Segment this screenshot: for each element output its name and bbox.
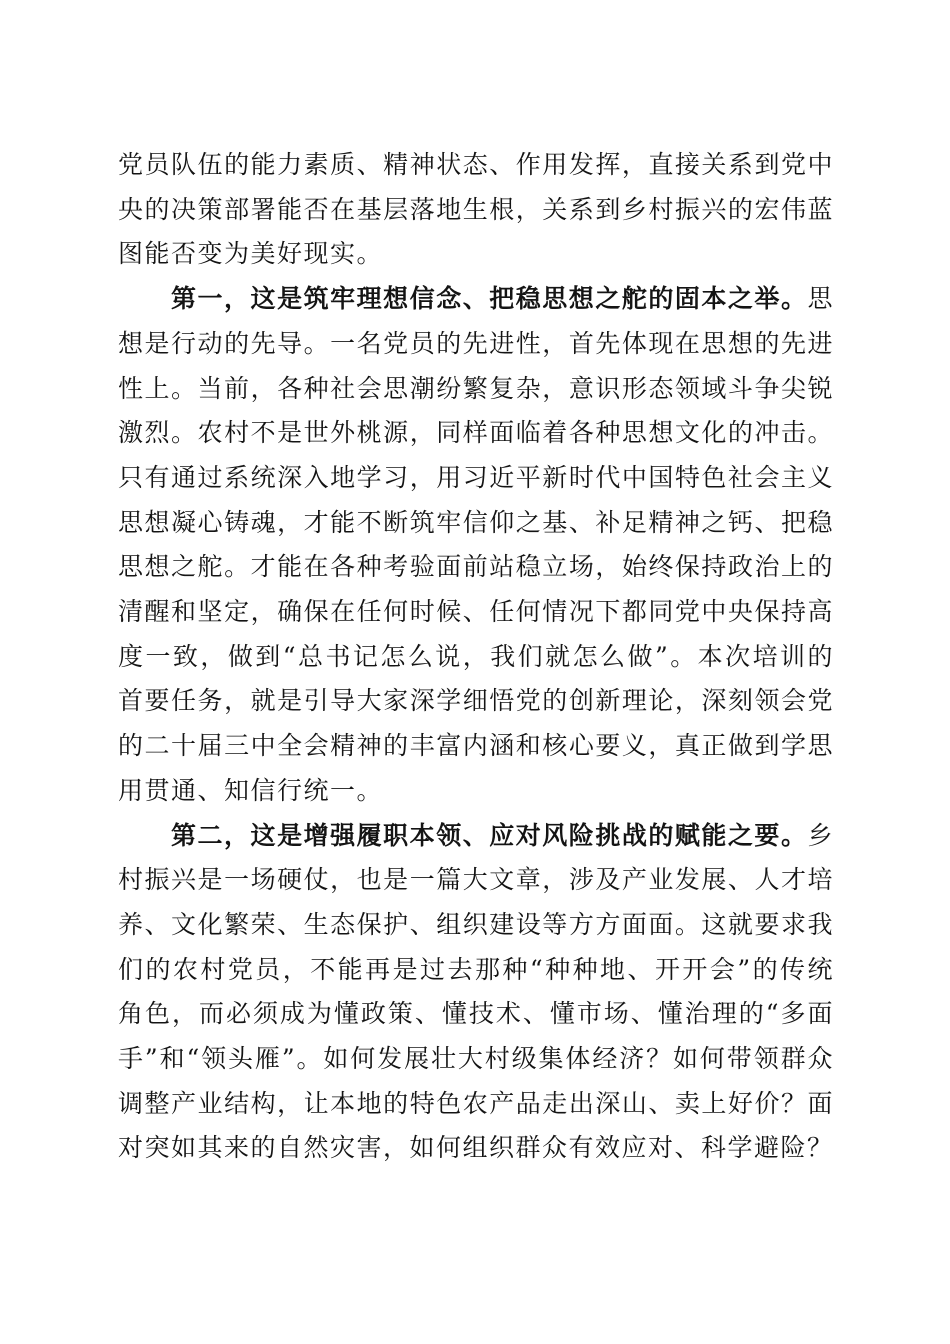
paragraph-intro — [118, 143, 834, 277]
paragraph-second-point — [118, 814, 834, 1172]
paragraph-text: 党员队伍的能力素质、精神状态、作用发挥，直接关系到党中央的决策部署能否在基层落地生根，关系到乡村振兴的宏伟蓝图能否变为美好现实。 — [118, 150, 834, 269]
paragraph-heading: 第一，这是筑牢理想信念、把稳思想之舵的固本之举。 — [171, 284, 808, 314]
document-body — [118, 143, 834, 1171]
paragraph-text: 乡村振兴是一场硬仗，也是一篇大文章，涉及产业发展、人才培养、文化繁荣、生态保护、组织建设等方方面面。这就要求我们的农村党员，不能再是过去那种“种种地、开开会”的传统角色，而必须成为懂政策、懂技术、懂市场、懂治理的“多面手”和“领头雁”。如何发展壮大村级集体经济？如何带领群众调整产业结构，让本地的特色农产品走出深山、卖上好价？面对突如其来的自然灾害，如何组织群众有效应对、科学避险？ — [118, 820, 834, 1163]
paragraph-text: 思想是行动的先导。一名党员的先进性，首先体现在思想的先进性上。当前，各种社会思潮纷繁复杂，意识形态领域斗争尖锐激烈。农村不是世外桃源，同样面临着各种思想文化的冲击。只有通过系统深入地学习，用习近平新时代中国特色社会主义思想凝心铸魂，才能不断筑牢信仰之基、补足精神之钙、把稳思想之舵。才能在各种考验面前站稳立场，始终保持政治上的清醒和坚定，确保在任何时候、任何情况下都同党中央保持高度一致，做到“总书记怎么说，我们就怎么做”。本次培训的首要任务，就是引导大家深学细悟党的创新理论，深刻领会党的二十届三中全会精神的丰富内涵和核心要义，真正做到学思用贯通、知信行统一。 — [118, 284, 834, 805]
paragraph-heading: 第二，这是增强履职本领、应对风险挑战的赋能之要。 — [171, 820, 808, 850]
paragraph-first-point — [118, 277, 834, 813]
